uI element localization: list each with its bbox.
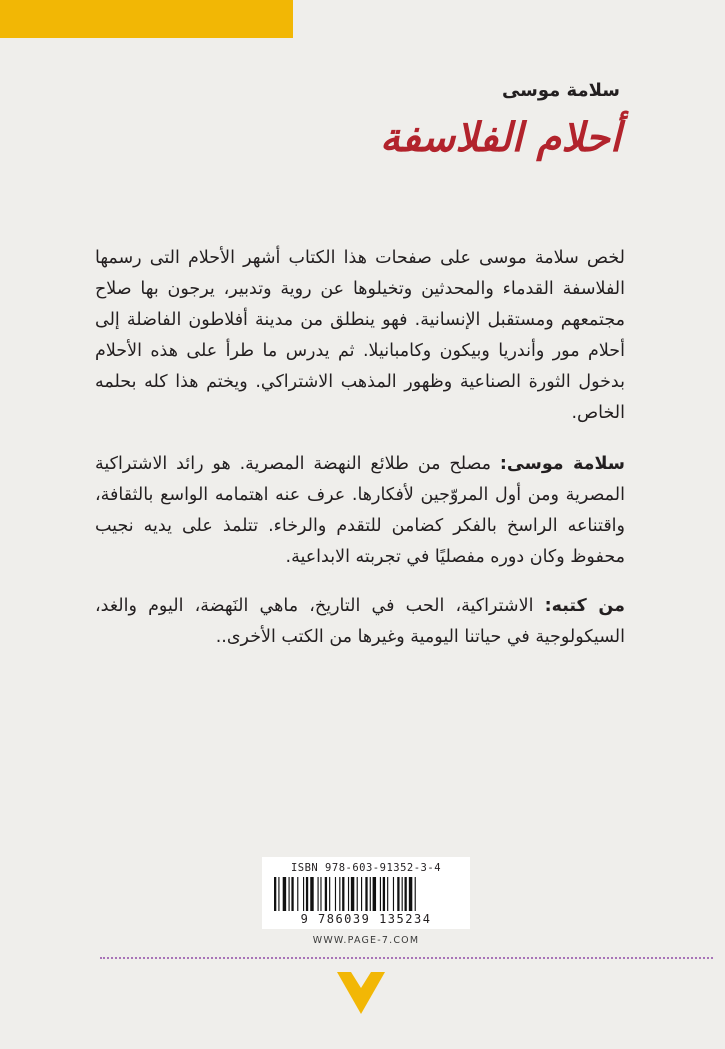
- barcode-bar: [310, 877, 313, 911]
- barcode-bar: [383, 877, 385, 911]
- barcode-bar: [405, 877, 407, 911]
- barcode-bar: [357, 877, 358, 911]
- barcode-bar: [402, 877, 403, 911]
- barcode-bar: [361, 877, 362, 911]
- barcode-bar: [329, 877, 330, 911]
- barcode-digits: 9 786039 135234: [300, 912, 432, 926]
- book-title: أحلام الفلاسفة: [380, 114, 621, 161]
- books-text: الاشتراكية، الحب في التاريخ، ماهي النَهضة، اليوم والغد، السيكولوجية في حياتنا اليومية وغيرها من الكتب الأخرى..: [95, 596, 625, 647]
- bio-paragraph: [95, 449, 625, 573]
- barcode-bar: [278, 877, 279, 911]
- books-paragraph: [95, 591, 625, 653]
- top-color-band: [0, 0, 293, 38]
- barcode-bar: [335, 877, 336, 911]
- barcode-bar: [297, 877, 298, 911]
- isbn-barcode: [262, 857, 470, 929]
- publisher-logo-icon: [337, 972, 385, 1014]
- bio-label: سلامة موسى:: [499, 454, 625, 474]
- barcode-bar: [393, 877, 394, 911]
- barcode-bar: [306, 877, 308, 911]
- barcode-bar: [348, 877, 349, 911]
- author-name: سلامة موسى: [501, 80, 620, 101]
- barcode-bar: [291, 877, 293, 911]
- barcode-bar: [289, 877, 290, 911]
- barcode-bar: [373, 877, 376, 911]
- barcode-bar: [380, 877, 381, 911]
- barcode-bar: [325, 877, 327, 911]
- barcode-bar: [339, 877, 340, 911]
- barcode-bar: [274, 877, 276, 911]
- dotted-divider: [100, 957, 713, 959]
- barcode-bar: [283, 877, 286, 911]
- barcode-bar: [351, 877, 354, 911]
- barcode-bar: [318, 877, 319, 911]
- barcode-bar: [397, 877, 399, 911]
- summary-paragraph: لخص سلامة موسى على صفحات هذا الكتاب أشهر الأحلام التى رسمها الفلاسفة القدماء والمحدثين وتخيلوها عن روية وتدبير، يرجون بها صلاح مجتمعهم ومستقبل الإنسانية. فهو ينطلق من مدينة أفلاطون الفاضلة إلى أحلام مور وأندريا وبيكون وكامبانيلا. ثم يدرس ما طرأ على هذه الأحلام بدخول الثورة الصناعية وظهور المذهب الاشتراكي. ويختم هذا كله بحلمه الخاص.: [95, 248, 625, 423]
- barcode-bar: [342, 877, 344, 911]
- isbn-text: ISBN 978-603-91352-3-4: [290, 862, 442, 874]
- barcode-bar: [365, 877, 367, 911]
- barcode-bar: [415, 877, 416, 911]
- barcode-bar: [370, 877, 371, 911]
- bio-text: مصلح من طلائع النهضة المصرية. هو رائد الاشتراكية المصرية ومن أول المروّجين لأفكارها. عرف عنه اهتمامه الواسع بالثقافة، واقتناعه الراسخ بالفكر كضامن للتقدم والرخاء. تتلمذ على يديه نجيب محفوظ وكان دوره مفصليًا في تجربته الابداعية.: [95, 454, 625, 567]
- publisher-website: WWW.PAGE-7.COM: [312, 935, 420, 946]
- barcode-bar: [387, 877, 388, 911]
- barcode-bar: [320, 877, 321, 911]
- books-label: من كتبه:: [544, 596, 625, 616]
- barcode-bar: [409, 877, 412, 911]
- barcode-bars: [274, 877, 458, 911]
- back-cover-text: [95, 243, 625, 671]
- barcode-bar: [303, 877, 304, 911]
